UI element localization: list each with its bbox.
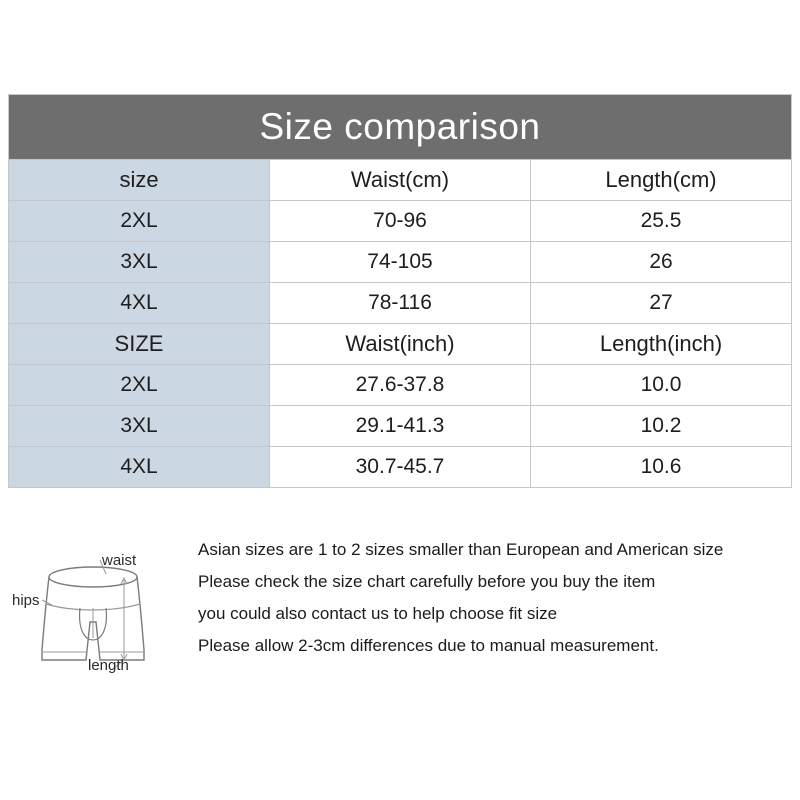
note-item: Please check the size chart carefully before you buy the item — [198, 572, 656, 591]
cell-size: 3XL — [9, 242, 270, 283]
cell-length: 27 — [531, 283, 792, 324]
cell-size: 4XL — [9, 283, 270, 324]
cell-waist: 74-105 — [270, 242, 531, 283]
bottom-section — [0, 520, 800, 700]
note-item: Asian sizes are 1 to 2 sizes smaller than European and American size — [198, 540, 724, 559]
header-length-cm: Length(cm) — [531, 160, 792, 201]
cell-waist: 27.6-37.8 — [270, 365, 531, 406]
table-row — [9, 242, 792, 283]
size-table-container — [8, 94, 792, 488]
cell-size: 2XL — [9, 201, 270, 242]
page-title: Size comparison — [9, 95, 792, 160]
label-hips: hips — [12, 592, 40, 609]
cell-waist: 70-96 — [270, 201, 531, 242]
table-row — [9, 365, 792, 406]
table-header-cm — [9, 160, 792, 201]
cell-length: 10.0 — [531, 365, 792, 406]
header-size-cm: size — [9, 160, 270, 201]
table-row — [9, 406, 792, 447]
label-length: length — [88, 657, 129, 674]
header-waist-inch: Waist(inch) — [270, 324, 531, 365]
cell-waist: 30.7-45.7 — [270, 447, 531, 488]
cell-waist: 29.1-41.3 — [270, 406, 531, 447]
cell-length: 25.5 — [531, 201, 792, 242]
table-title-row — [9, 95, 792, 160]
cell-length: 10.6 — [531, 447, 792, 488]
cell-waist: 78-116 — [270, 283, 531, 324]
cell-length: 10.2 — [531, 406, 792, 447]
header-size-inch: SIZE — [9, 324, 270, 365]
size-comparison-table — [8, 94, 792, 488]
cell-size: 3XL — [9, 406, 270, 447]
note-item: Please allow 2-3cm differences due to manual measurement. — [198, 636, 659, 655]
note-item: you could also contact us to help choose fit size — [198, 604, 558, 623]
table-header-inch — [9, 324, 792, 365]
header-waist-cm: Waist(cm) — [270, 160, 531, 201]
notes-list — [198, 540, 788, 656]
table-row — [9, 283, 792, 324]
table-row — [9, 447, 792, 488]
boxer-shorts-icon — [12, 530, 198, 690]
label-waist: waist — [102, 552, 137, 569]
cell-size: 2XL — [9, 365, 270, 406]
cell-size: 4XL — [9, 447, 270, 488]
header-length-inch: Length(inch) — [531, 324, 792, 365]
cell-length: 26 — [531, 242, 792, 283]
table-row — [9, 201, 792, 242]
